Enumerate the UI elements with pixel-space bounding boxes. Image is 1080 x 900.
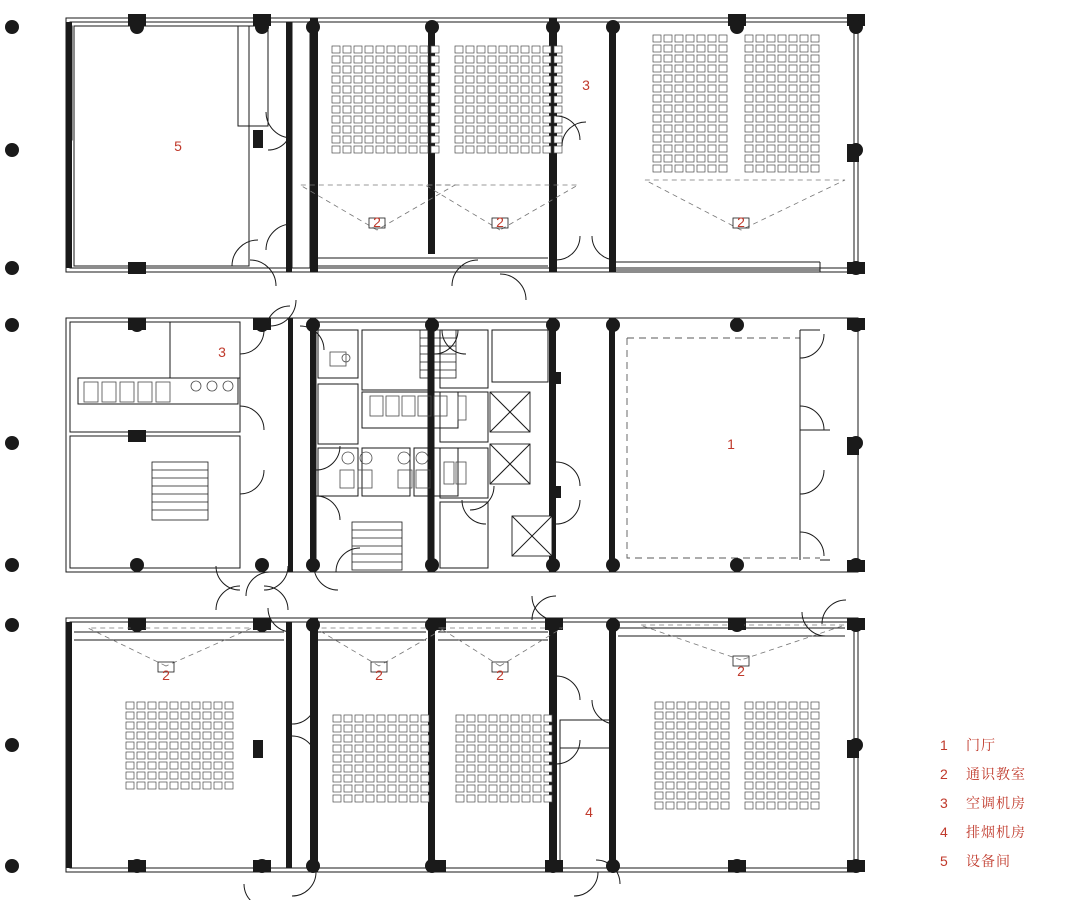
legend-number: 2 <box>940 765 948 782</box>
room-tag-2: 2 <box>375 667 383 683</box>
legend-number: 5 <box>940 852 948 869</box>
top-rooms <box>66 22 820 272</box>
lobby-dashed-boundary <box>627 330 830 560</box>
room-tag-2: 2 <box>737 214 745 230</box>
room-tag-2: 2 <box>737 663 745 679</box>
room-tag-5: 5 <box>174 138 182 154</box>
legend-label: 通识教室 <box>966 765 1026 782</box>
legend-item <box>940 730 1070 759</box>
room-tag-2: 2 <box>496 667 504 683</box>
room-tag-4: 4 <box>585 804 593 820</box>
room-tag-2: 2 <box>373 214 381 230</box>
legend-label: 空调机房 <box>966 794 1026 811</box>
legend-label: 门厅 <box>966 736 996 753</box>
legend-item <box>940 817 1070 846</box>
legend-label: 排烟机房 <box>966 823 1026 840</box>
seat-blocks <box>126 35 819 809</box>
legend-item <box>940 788 1070 817</box>
room-tag-3: 3 <box>218 344 226 360</box>
room-tag-1: 1 <box>727 436 735 452</box>
legend-number: 1 <box>940 736 948 753</box>
room-tag-2: 2 <box>496 214 504 230</box>
room-tag-2: 2 <box>162 667 170 683</box>
projector-symbols <box>158 218 749 672</box>
legend-number: 3 <box>940 794 948 811</box>
legend-item <box>940 759 1070 788</box>
projection-cones <box>88 180 845 666</box>
legend-item <box>940 846 1070 875</box>
legend <box>940 730 1070 875</box>
legend-number: 4 <box>940 823 948 840</box>
legend-label: 设备间 <box>966 852 1011 869</box>
room-tag-3: 3 <box>582 77 590 93</box>
